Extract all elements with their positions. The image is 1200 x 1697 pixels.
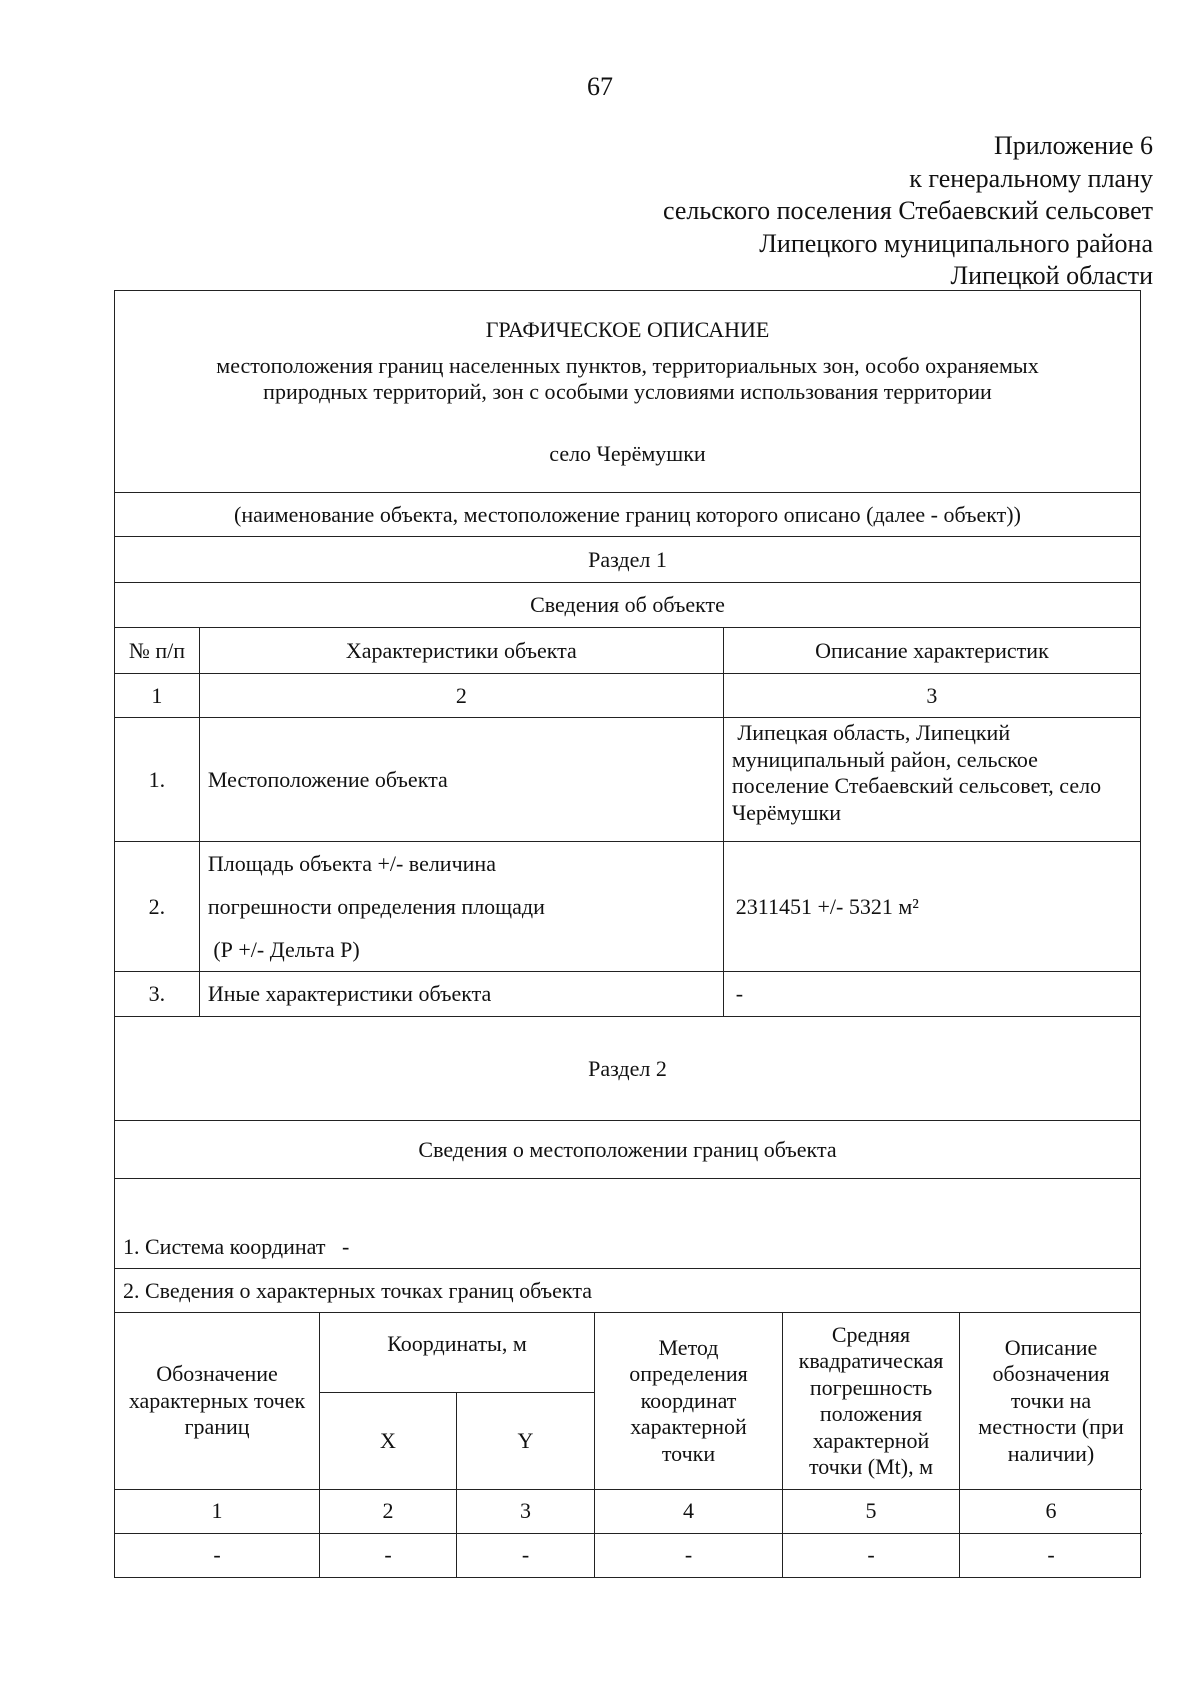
colnum-3: 3 [926,682,938,708]
table-row [115,842,1140,972]
colnum-2: 2 [200,674,724,717]
points-cell: - [595,1534,783,1577]
object-name: село Черёмушки [549,441,706,466]
points-cell: - [115,1534,320,1577]
section1-label-row [115,537,1140,583]
coord-system: 1. Система координат - [123,1234,350,1259]
points-cell: - [457,1534,595,1577]
section2-title: Сведения о местоположении границ объекта [418,1136,837,1162]
row-description-line: Черёмушки [731,799,841,825]
header-method: Метод определения координат характерной точки [595,1313,783,1490]
points-colnum: 4 [595,1490,783,1534]
row-characteristic [200,842,724,971]
section1-colnum-row [115,674,1140,718]
header-error: Средняя квадратическая погрешность положения характерной точки (Mt), м [783,1313,960,1490]
page-number: 67 [587,72,613,101]
header-point-description: Описание обозначения точки на местности (при наличии) [960,1313,1142,1490]
colnum-1: 1 [115,674,200,717]
title-block [115,291,1140,493]
section1-title: Сведения об объекте [530,592,725,617]
row-characteristic-line: Площадь объекта +/- величина [207,851,496,876]
header-characteristic: Характеристики объекта [200,628,724,673]
row-characteristic-line: погрешности определения площади [207,894,545,919]
points-colnum: 6 [960,1490,1142,1534]
points-cell: - [783,1534,960,1577]
row-description [724,718,1140,841]
row-description-line: поселение Стебаевский сельсовет, село [731,773,1102,798]
row-characteristic: Иные характеристики объекта [200,972,724,1016]
appendix-line-1: Приложение 6 [993,131,1153,160]
points-colnum: 2 [320,1490,457,1534]
object-caption: (наименование объекта, местоположение границ которого описано (далее - объект)) [234,501,1021,527]
section2-label-row [115,1017,1140,1121]
points-colnum: 5 [783,1490,960,1534]
header-description: Описание характеристик [815,637,1049,663]
row-characteristic: Местоположение объекта [200,718,724,841]
appendix-line-5: Липецкой области [950,261,1153,290]
form-description-line-2: природных территорий, зон с особыми условиями использования территории [263,379,992,404]
row-description: - [735,981,744,1006]
section2-title-row [115,1121,1140,1179]
header-y: Y [457,1393,595,1490]
row-characteristic-line: (Р +/- Дельта Р) [207,937,360,962]
row-num: 3. [115,972,200,1016]
row-description-line: муниципальный район, сельское [731,746,1038,772]
section1-label: Раздел 1 [588,546,667,572]
row-num: 1. [115,718,200,841]
table-row [115,718,1140,842]
appendix-line-4: Липецкого муниципального района [759,228,1153,258]
section1-header-row [115,628,1140,674]
section2-label: Раздел 2 [588,1055,667,1081]
object-caption-row [115,493,1140,537]
points-title-row [115,1269,1140,1313]
graphic-description-form [114,290,1141,1578]
row-description: 2311451 +/- 5321 м² [735,893,919,919]
header-designation: Обозначение характерных точек границ [115,1313,320,1490]
table-row [115,972,1140,1017]
coord-system-row [115,1179,1140,1269]
appendix-line-2: к генеральному плану [909,163,1153,193]
points-colnum: 3 [457,1490,595,1534]
row-num: 2. [115,842,200,971]
appendix-line-3: сельского поселения Стебаевский сельсовет [663,196,1153,225]
points-title: 2. Сведения о характерных точках границ объекта [123,1277,592,1303]
points-cell: - [1047,1542,1055,1568]
points-table [115,1313,1140,1577]
header-x: X [320,1393,457,1490]
header-num: № п/п [115,628,200,673]
row-description-line: Липецкая область, Липецкий [731,720,1011,745]
form-heading: ГРАФИЧЕСКОЕ ОПИСАНИЕ [485,317,770,342]
points-cell: - [320,1534,457,1577]
form-description [115,353,1140,405]
header-coords: Координаты, м [320,1313,595,1393]
appendix-header [663,130,1153,293]
points-colnum: 1 [115,1490,320,1534]
section1-title-row [115,583,1140,628]
form-description-line-1: местоположения границ населенных пунктов, территориальных зон, особо охраняемых [216,353,1039,378]
